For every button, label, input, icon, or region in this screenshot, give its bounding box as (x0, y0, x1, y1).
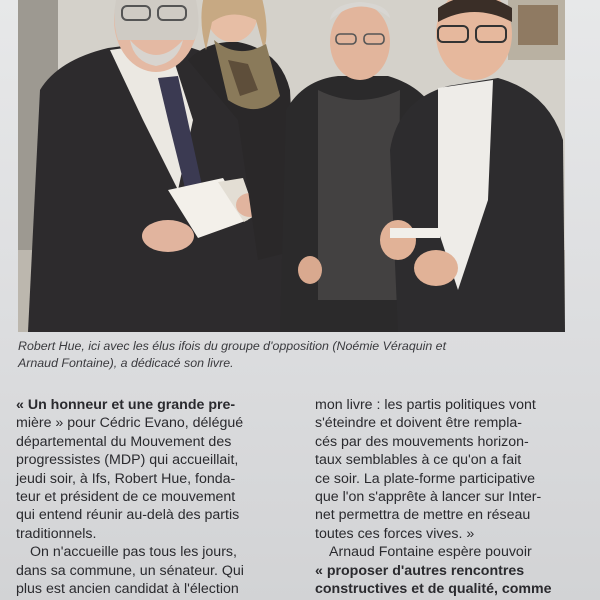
article-line: dans sa commune, un sénateur. Qui (16, 562, 244, 579)
article-line: mière » pour Cédric Evano, délégué (16, 415, 244, 432)
article-line: jeudi soir, à Ifs, Robert Hue, fonda- (16, 470, 236, 487)
article-line: net permettra de mettre en réseau (315, 507, 531, 524)
caption-line: Robert Hue, ici avec les élus ifois du groupe d'opposition (Noémie Véraquin et (18, 339, 447, 353)
article-line: Arnaud Fontaine espère pouvoir (329, 544, 532, 561)
article-line: taux semblables à ce qu'on a fait (315, 452, 522, 469)
caption-line: Arnaud Fontaine), a dédicacé son livre. (18, 356, 234, 370)
article-line: constructives et de qualité, comme (315, 581, 552, 598)
article-line: « Un honneur et une grande pre- (16, 397, 236, 413)
article-column-right (315, 396, 577, 598)
article-line: s'éteindre et doivent être rempla- (315, 415, 522, 432)
article-line: « proposer d'autres rencontres (315, 562, 525, 579)
article-line: plus est ancien candidat à l'élection (16, 581, 239, 598)
photo-illustration (18, 0, 565, 332)
article-line: ce soir. La plate-forme participative (315, 470, 536, 487)
photo-caption (18, 338, 578, 372)
article-line: qui entend réunir au-delà des partis (16, 507, 240, 524)
article-line: progressistes (MDP) qui accueillait, (16, 452, 239, 469)
article-photo (18, 0, 565, 332)
article-line: traditionnels. (16, 525, 97, 542)
article-line: départemental du Mouvement des (16, 433, 232, 450)
article-line: que l'on s'apprête à lancer sur Inter- (315, 489, 542, 506)
article-line: cés par des mouvements horizon- (315, 433, 529, 450)
article-line: mon livre : les partis politiques vont (315, 397, 536, 413)
article-line: On n'accueille pas tous les jours, (30, 544, 237, 561)
article-line: toutes ces forces vives. » (315, 525, 475, 542)
article-line: teur et président de ce mouvement (16, 489, 236, 506)
article-column-left (16, 396, 296, 598)
